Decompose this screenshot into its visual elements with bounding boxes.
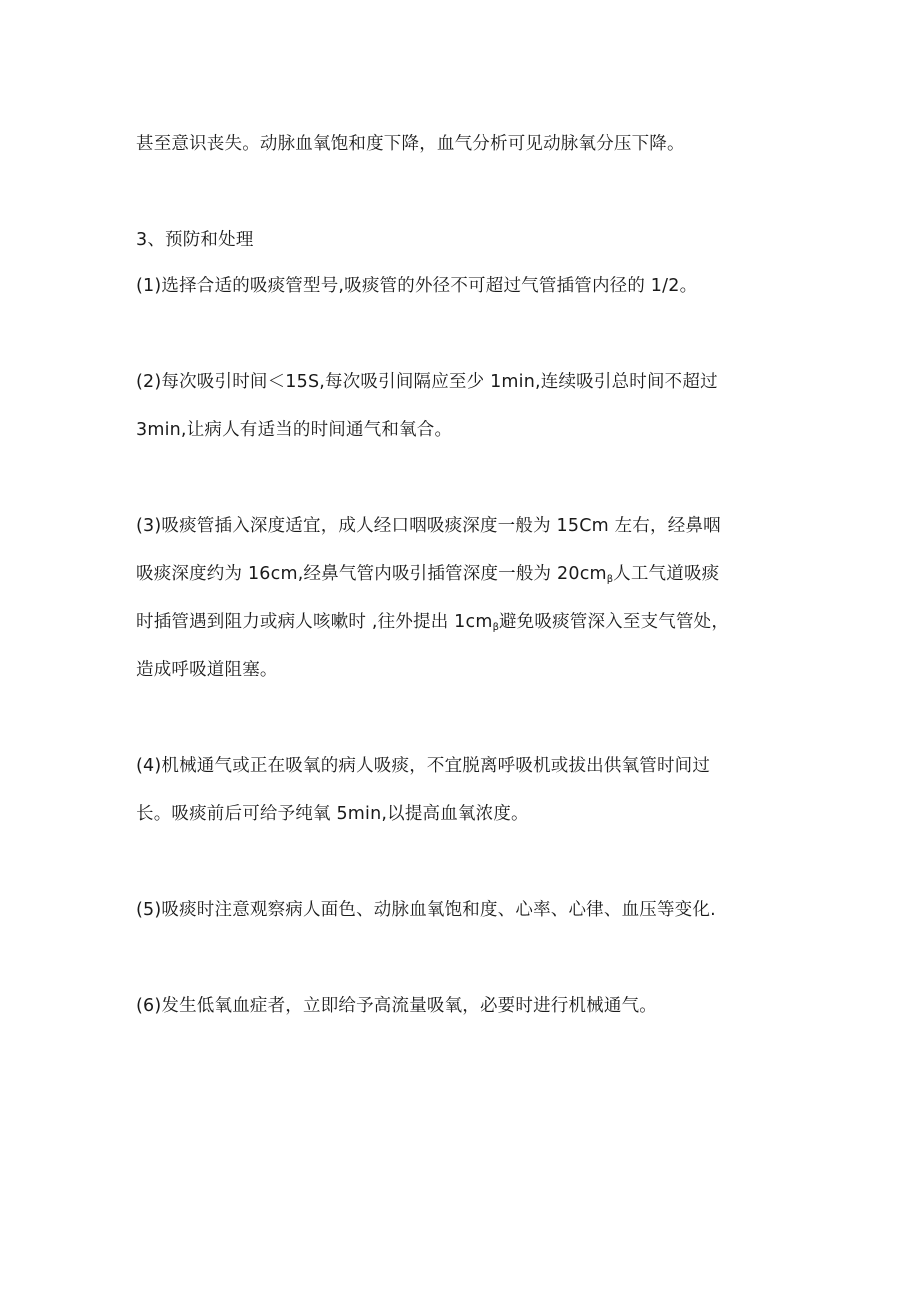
item-3-line-2-text-b: 人工气道吸痰	[613, 564, 720, 584]
item-3-line-3	[136, 610, 729, 640]
item-4-line-1: (4)机械通气或正在吸氧的病人吸痰，不宜脱离呼吸机或拔出供氧管时间过	[136, 756, 711, 776]
item-3-line-1: (3)吸痰管插入深度适宜，成人经口咽吸痰深度一般为 15Cm 左右，经鼻咽	[136, 516, 721, 536]
section-heading: 3、预防和处理	[136, 230, 254, 250]
item-5-line-1: (5)吸痰时注意观察病人面色、动脉血氧饱和度、心率、心律、血压等变化.	[136, 900, 716, 920]
item-3-line-3-subscript: β	[492, 622, 499, 633]
item-3-line-2	[136, 562, 719, 592]
item-3-line-3-text-a: 时插管遇到阻力或病人咳嗽时 ,往外提出 1cm	[136, 612, 493, 632]
item-3-line-4: 造成呼吸道阻塞。	[136, 660, 278, 680]
item-4-line-2: 长。吸痰前后可给予纯氧 5min,以提高血氧浓度。	[136, 804, 529, 824]
item-3-line-2-text-a: 吸痰深度约为 16cm,经鼻气管内吸引插管深度一般为 20cm	[136, 564, 607, 584]
item-3-line-3-text-b: 避免吸痰管深入至支气管处，	[498, 612, 730, 632]
item-3-line-2-subscript: β	[606, 574, 614, 585]
item-2-line-1: (2)每次吸引时间＜15S,每次吸引间隔应至少 1min,连续吸引总时间不超过	[136, 372, 718, 392]
item-6-line-1: (6)发生低氧血症者，立即给予高流量吸氧，必要时进行机械通气。	[136, 996, 657, 1016]
item-1-line-1: (1)选择合适的吸痰管型号,吸痰管的外径不可超过气管插管内径的 1/2。	[136, 276, 698, 296]
item-2-line-2: 3min,让病人有适当的时间通气和氧合。	[136, 420, 453, 440]
intro-text-line: 甚至意识丧失。动脉血氧饱和度下降，血气分析可见动脉氧分压下降。	[136, 134, 685, 154]
